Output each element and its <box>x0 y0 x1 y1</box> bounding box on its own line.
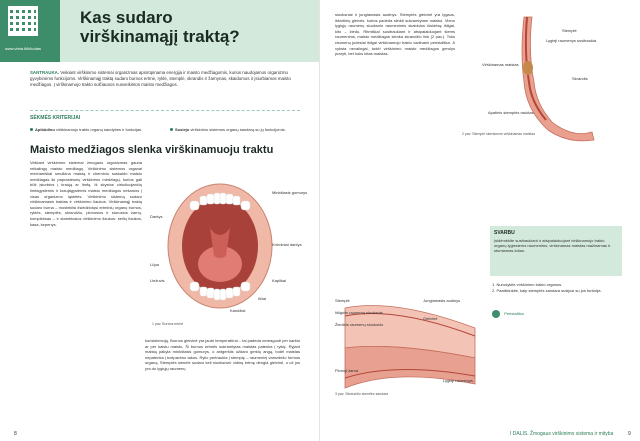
qr-caption: www.vieta.lt/lt/kodas <box>5 46 42 51</box>
page-number: 8 <box>14 431 17 437</box>
qr-code-icon[interactable] <box>8 6 38 36</box>
qr-block <box>0 0 60 62</box>
body-paragraph: konsistenciją. Burnos gleivinė yra jautri temperatūrai – tai padeda nereaguoti per karštu ar per kaistu maistu. Ši burnos ertmės sukramtytas maistas patenka į ryklę. Ryjant maistą pakyla minkštasis gomurys, o antgerklis uždaro gerklų angą, todėl maistas nepatenka į kvėpavimo takus. Rylio pertraukia į stemplę – raumeninį vamzdelio formos organą. Stemplės sienele sudaro keli sluoksniai: vidinę ertmę dengia gleivinė, o už jos yra du lygiųjų raumenų <box>145 338 300 371</box>
label-kraminiai: Krūminiai dantys <box>272 242 302 247</box>
summary <box>30 70 300 88</box>
label-gleivine: Gleivinė <box>423 316 438 321</box>
body-paragraph: Veikiant virškinimo sistemai žmogaus organizmas gauna reikalingų maisto medžiagų. Virškinimo sistemos organai mechaniškai smulkina maistą ir cheminiu suskaido maisto medžiagas iki paprastesnių virškinimo medžiagų, kurios gali būti įsiurbtos į kraują ar limfą. Iš skystos cirkuliuojančių limfagyslėmis ir kraujagyslėmis maisto medžiagos nešamos į visas organizmo ląsteles. Virškinimo sistemą sudaro virškinamasis traktas ir virškinimo liaukos. Virškinamąjį traktą sudaro burna – mosteklisi ilsiėdžiotųsi ertminių organų burnos, ryklės, stemplės, skrandžio, plonosios ir storosios žarnų, kompleksas – ir stambiosios virškinimo liaukos: seilių liaukos, kasa, kepenys. <box>30 160 142 227</box>
label-kandziai: Kandžiai <box>230 308 246 313</box>
body-paragraph: sluoksniai ir jungiamasis audinys. Stemplės gleivinė yra lygaus, išklotinių gleivės, kurios padeda slinkti sukramtytam maistui. Vieno lygiųjų raumenų sluoksnio raumenimis skaidulos išsidėsę išilgai, kito – žiedu. Ritmiškai susitraukiant ir atsipalaiduojant šiems raumenims, maisto medžiagos slenka skrandžio link (2 pav.). Toks raumenų judesiai išilgai virškinamojo trakto vadinami peristaltika. Ji vyksta nevalingai, todėl virškinimo maisto medžiagos gerulys praryti, bet koks kitas maistas. <box>335 12 455 57</box>
page-header <box>0 0 320 62</box>
play-icon[interactable] <box>492 310 500 318</box>
label-lygieji: Lygieji raumenys <box>443 378 473 383</box>
summary-text: Veikiant virškinimo sistemai organizmas apsirūpinama energija ir maisto medžiagomis, kurios naudojamos organizmo gyvybinėms funkcijoms. Virškinamąjį traktą sudaro burnos ertmė, ryklė, stemplė, skrandis ir žarnynas, skaidomos ir įsiurbiamos maisto medžiagos. Į virškinamojo trakto sulčiaunos nusveikintos maisto medžiagos. <box>30 70 291 87</box>
label-kaplik: Kaplikai <box>272 278 287 283</box>
important-title: SVARBU <box>494 230 515 236</box>
intestine-illustration <box>335 288 490 400</box>
criteria-item: Susieju virškinimo sistemos organų sandarą su jų funkcijomis. <box>170 127 290 132</box>
figure-caption: 1 pav. Burnos ertmė <box>152 322 184 326</box>
label-liezuvis: Liežuvis <box>150 278 165 283</box>
esophagus-illustration <box>462 12 612 142</box>
peristalsis-label: Peristaltika <box>504 311 524 317</box>
label-jungiamasis: Jungiamasis audinys <box>423 298 461 303</box>
bullet-icon <box>30 128 33 131</box>
label-stemple: Stemplė <box>562 28 577 33</box>
label-gleivine: Virškinamas maistas <box>482 62 519 67</box>
peristalsis-link[interactable] <box>492 310 524 318</box>
label-ilgosios: Išilginis raumenų sluoksnis <box>335 310 383 315</box>
section-title: Maisto medžiagos slenka virškinamuoju traktu <box>30 144 274 156</box>
label-apatinis: Apatinis stemplės rauktas <box>488 110 534 115</box>
label-minkstasis: Minkštasis gomurys <box>272 190 308 195</box>
label-stemple: Stemplė <box>335 298 350 303</box>
page-number: 9 <box>628 431 631 437</box>
bullet-icon <box>170 128 173 131</box>
label-plonoji: Plonoji žarna <box>335 368 359 373</box>
label-skrandis: Skrandis <box>572 76 588 81</box>
mouth-illustration <box>150 166 308 330</box>
intestine-diagram <box>335 288 490 400</box>
question-1: 1. Nurodykite virškinimo trakto organus. <box>492 282 563 287</box>
label-ilciai: Ilčiai <box>258 296 267 301</box>
questions <box>492 282 622 293</box>
label-zieding: Žiedinis raumenų sluoksnis <box>335 322 384 327</box>
label-lupa: Lūpa <box>150 262 159 267</box>
important-text: Įsidėmėkite susitraukiant ir atsipalaiduojant virškinamojo trakto organų lygiesiems raumenims, virškinamas maistas mažinamas ir stumiamas toliau. <box>494 238 611 253</box>
label-lygieji: Lygieji raumenys susitraukia <box>546 38 597 43</box>
page-title: Kas sudaro virškinamąjį traktą? <box>80 8 240 46</box>
criteria-title: SĖKMĖS KRITERIJAI <box>30 115 81 121</box>
question-2: 2. Paaiškinkite, kaip stemplės sandara susijusi su jos funkcija. <box>492 287 602 293</box>
chapter-footer: I DALIS. Žmogaus virškinimo sistema ir mityba <box>510 431 614 437</box>
important-box <box>490 226 622 276</box>
figure-caption: 3 pav. Skrandžio sienelės sandara <box>335 392 389 396</box>
esophagus-diagram <box>462 12 612 142</box>
label-dantys: Dantys <box>150 214 163 219</box>
criteria-item: Apibūdinu virškinamojo trakto organų sandybes ir funkcijas. <box>30 127 150 132</box>
summary-lead: SANTRAUKA. <box>30 70 60 75</box>
figure-caption: 2 pav. Stemplė skerskenis virškinamas maistas <box>462 132 536 136</box>
success-criteria <box>30 110 300 138</box>
